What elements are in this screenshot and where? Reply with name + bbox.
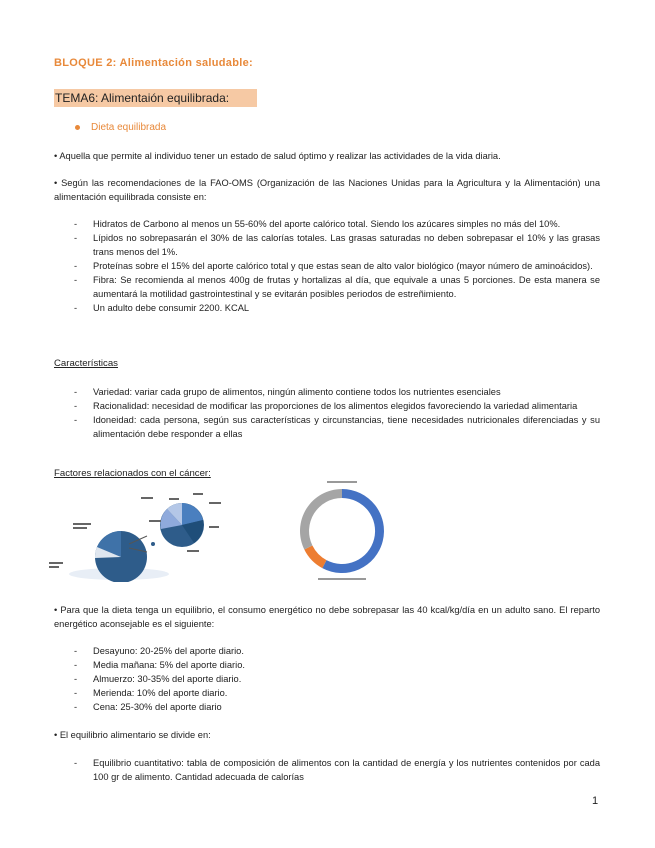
meals-list — [74, 644, 600, 714]
donut-segment-orange — [304, 546, 326, 569]
label-placeholder — [49, 562, 63, 564]
list-item: - Desayuno: 20-25% del aporte diario. — [74, 644, 600, 658]
donut-segment-blue — [322, 489, 384, 573]
caracteristicas-heading: Características — [54, 358, 118, 369]
list-item: - Lípidos no sobrepasarán el 30% de las calorías totales. Las grasas saturadas no deben sobrepasar el 10% y las grasas trans menos del 1%. — [74, 231, 600, 259]
donut-legend-placeholder — [318, 578, 366, 580]
donut-title-placeholder — [327, 481, 357, 483]
list-item: - Variedad: variar cada grupo de alimentos, ningún alimento contiene todos los nutrientes esenciales — [74, 385, 600, 399]
list-item: - Fibra: Se recomienda al menos 400g de frutas y hortalizas al día, que equivale a unas 5 porciones. De esta manera se aumentará la motilidad gastrointestinal y se evitarán posibles periodos de estreñimiento. — [74, 273, 600, 301]
label-placeholder — [169, 498, 179, 500]
block-title: BLOQUE 2: Alimentación saludable: — [54, 57, 253, 69]
list-item: - Idoneidad: cada persona, según sus características y circunstancias, tiene necesidades nutricionales diferenciadas y su alimentación debe responder a ellas — [74, 413, 600, 441]
paragraph-definition: • Aquella que permite al individuo tener un estado de salud óptimo y realizar las actividades de la vida diaria. — [54, 151, 501, 161]
donut-segment-gray — [300, 489, 342, 550]
figure-background — [49, 492, 249, 582]
bullet-dot-icon — [75, 125, 80, 130]
tema-title: TEMA6: Alimentaión equilibrada: — [54, 89, 257, 107]
label-placeholder — [49, 566, 59, 568]
label-placeholder — [73, 523, 91, 525]
bullet-label: Dieta equilibrada — [91, 122, 167, 133]
list-item: - Equilibrio cuantitativo: tabla de composición de alimentos con la cantidad de energía y los nutrientes contenidos por cada 100 gr de alimento. Cantidad adecuada de calorías — [74, 756, 600, 784]
page-number: 1 — [592, 795, 599, 807]
list-item: - Almuerzo: 30-35% del aporte diario. — [74, 672, 600, 686]
cancer-factors-pie-figure — [49, 492, 249, 582]
factores-heading: Factores relacionados con el cáncer: — [54, 468, 211, 479]
paragraph-equilibrio: • El equilibrio alimentario se divide en: — [54, 730, 211, 740]
list-item: - Racionalidad: necesidad de modificar las proporciones de los alimentos elegidos favoreciendo la variedad alimentaria — [74, 399, 600, 413]
small-pie-arrow — [151, 542, 155, 546]
donut-chart-figure — [292, 478, 392, 584]
list-item: - Hidratos de Carbono al menos un 55-60% del aporte calórico total. Siendo los azúcares simples no más del 10%. — [74, 217, 600, 231]
list-item: - Merienda: 10% del aporte diario. — [74, 686, 600, 700]
bullet-dieta-equilibrada — [75, 122, 166, 133]
equilibrio-list — [74, 756, 600, 784]
list-item: - Un adulto debe consumir 2200. KCAL — [74, 301, 600, 315]
list-item: - Media mañana: 5% del aporte diario. — [74, 658, 600, 672]
label-placeholder — [193, 493, 203, 495]
label-placeholder — [73, 527, 87, 529]
label-placeholder — [209, 526, 219, 528]
label-placeholder — [141, 497, 153, 499]
list-item: - Cena: 25-30% del aporte diario — [74, 700, 600, 714]
list-item: - Proteínas sobre el 15% del aporte calórico total y que estas sean de alto valor biológico (mayor número de aminoácidos). — [74, 259, 600, 273]
paragraph-fao-oms: • Según las recomendaciones de la FAO-OMS (Organización de las Naciones Unidas para la Agricultura y la Alimentación) una alimentación equilibrada consiste en: — [54, 178, 600, 202]
label-placeholder — [209, 502, 221, 504]
caracteristicas-list — [74, 385, 600, 441]
paragraph-energy: • Para que la dieta tenga un equilibrio, el consumo energético no debe sobrepasar las 40 kcal/kg/día en un adulto sano. El reparto energético aconsejable es el siguiente: — [54, 605, 600, 629]
nutrient-list — [74, 217, 600, 315]
label-placeholder — [187, 550, 199, 552]
donut — [300, 489, 384, 573]
label-placeholder — [149, 520, 161, 522]
